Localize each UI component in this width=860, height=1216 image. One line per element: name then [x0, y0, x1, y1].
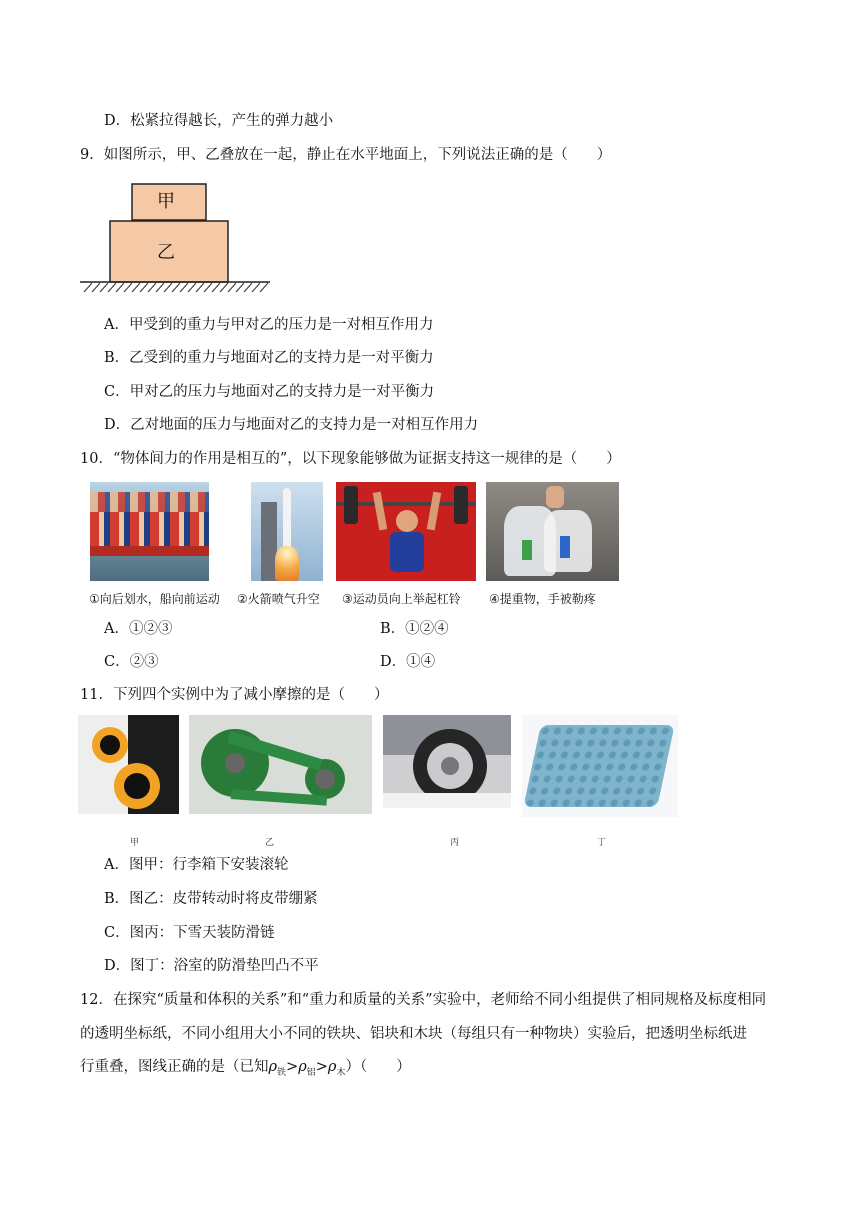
q11-option-a: A．图甲：行李箱下安装滚轮 [104, 857, 289, 873]
block-jia-label: 甲 [157, 191, 175, 212]
block-yi-label: 乙 [157, 242, 175, 263]
q9-option-c: C．甲对乙的压力与地面对乙的支持力是一对平衡力 [104, 384, 435, 400]
q11-label-bing: 丙 [450, 838, 460, 848]
q10-option-a: A．①②③ [104, 621, 173, 637]
q9-stacked-blocks-figure [80, 182, 272, 298]
shopping-bags-photo [486, 482, 619, 581]
q9-option-d: D．乙对地面的压力与地面对乙的支持力是一对相互作用力 [104, 417, 479, 433]
q9-option-a: A．甲受到的重力与甲对乙的压力是一对相互作用力 [104, 317, 434, 333]
snow-chain-tire-photo [383, 715, 511, 808]
luggage-wheels-photo [78, 715, 179, 814]
bath-mat-photo [522, 715, 678, 817]
q12-line-2: 的透明坐标纸，不同小组用大小不同的铁块、铝块和木块（每组只有一种物块）实验后，把透明坐标纸进 [80, 1026, 747, 1042]
q12-line-3: 行重叠，图线正确的是（已知$\rho_铁>\rho_铝>\rho_木$）（ ） [80, 1059, 411, 1078]
belt-drive-photo [189, 715, 372, 814]
q9-stem: 9．如图所示，甲、乙叠放在一起，静止在水平地面上，下列说法正确的是（ ） [80, 147, 612, 163]
q11-label-yi: 乙 [265, 838, 275, 848]
ground-hatching [84, 283, 268, 292]
q10-stem: 10．“物体间力的作用是相互的”，以下现象能够做为证据支持这一规律的是（ ） [80, 451, 621, 467]
q10-option-c: C．②③ [104, 654, 159, 670]
q10-caption-4: ④提重物，手被勒疼 [489, 592, 596, 606]
weightlifter-photo [336, 482, 476, 581]
q11-label-jia: 甲 [130, 838, 140, 848]
rocket-launch-photo [251, 482, 323, 581]
q8-option-d: D．松紧拉得越长，产生的弹力越小 [104, 113, 334, 129]
q12-line-1: 12．在探究“质量和体积的关系”和“重力和质量的关系”实验中，老师给不同小组提供了相同规格及标度相同 [80, 992, 767, 1008]
q11-option-d: D．图丁：浴室的防滑垫凹凸不平 [104, 958, 319, 974]
q11-stem: 11．下列四个实例中为了减小摩擦的是（ ） [80, 687, 389, 703]
q10-caption-2: ②火箭喷气升空 [237, 592, 320, 606]
q10-option-b: B．①②④ [380, 621, 449, 637]
dragon-boat-photo [90, 482, 209, 581]
rho-symbol: ρ [268, 1059, 278, 1075]
q10-caption-3: ③运动员向上举起杠铃 [342, 592, 461, 606]
q11-option-b: B．图乙：皮带转动时将皮带绷紧 [104, 891, 318, 907]
q10-option-d: D．①④ [380, 654, 436, 670]
q11-option-c: C．图丙：下雪天装防滑链 [104, 925, 275, 941]
q9-option-b: B．乙受到的重力与地面对乙的支持力是一对平衡力 [104, 350, 434, 366]
q11-label-ding: 丁 [597, 838, 607, 848]
q10-caption-1: ①向后划水，船向前运动 [89, 592, 220, 606]
